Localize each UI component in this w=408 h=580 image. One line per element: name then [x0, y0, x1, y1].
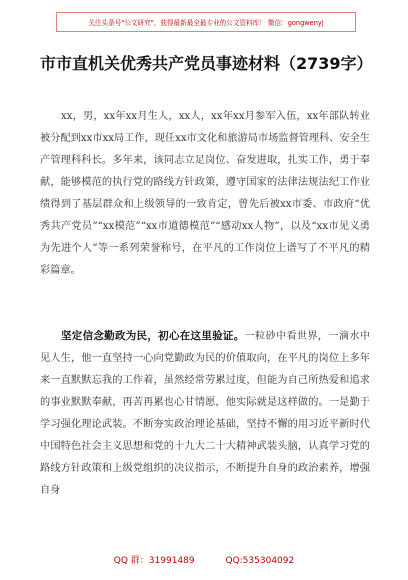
document-title: 市市直机关优秀共产党员事迹材料（2739字） [40, 54, 373, 73]
section-body: 一粒砂中看世界，一滴水中见人生，他一直坚持一心向党勤政为民的价值取向，在平凡的岗位上多年来一直默默忘我的工作着，虽然经常劳累过度，但能为自己所热爱和追求的事业默默奉献，再苦再累也心甘情愿，他实际就是这样做的。一是勤于学习强化理论武装。不断夯实政治理论基础，坚持不懈的用习近平新时代中国特色社会主义思想和党的十九大二十大精神武装头脑，认真学习党的路线方针政策和上级党组织的决议指示，不断提升自身的政治素养，增强自身 [40, 331, 371, 496]
footer-qq-group: QQ 群：31991489 [113, 556, 195, 566]
header-banner: 关注头条号"公文研究"，获得最新最全最专业的公文资料库！ 微信：gongwenyj [56, 12, 356, 32]
section-heading: 坚定信念勤政为民，初心在这里验证。 [61, 330, 245, 342]
paragraph-section-1 [40, 325, 370, 502]
paragraph-intro: xx，男，xx年xx月生人，xx人，xx年xx月参军入伍，xx年部队转业被分配到xx市xx局工作，现任xx市文化和旅游局市场监督管理科、安全生产管理科科长。多年来，该同志立足岗位、奋发进取，扎实工作，勇于奉献，能够模范的执行党的路线方针政策，遵守国家的法律法规法纪工作业绩得到了基层群众和上级领导的一致肯定，曾先后被xx市委、市政府“优秀共产党员”“xx模范”“xx市道德模范”“感动xx人物”，以及“xx市见义勇为先进个人”等一系列荣誉称号，在平凡的工作岗位上谱写了不平凡的精彩篇章。 [40, 111, 370, 276]
footer-contact [0, 553, 408, 566]
footer-qq: QQ:535304092 [225, 556, 295, 566]
